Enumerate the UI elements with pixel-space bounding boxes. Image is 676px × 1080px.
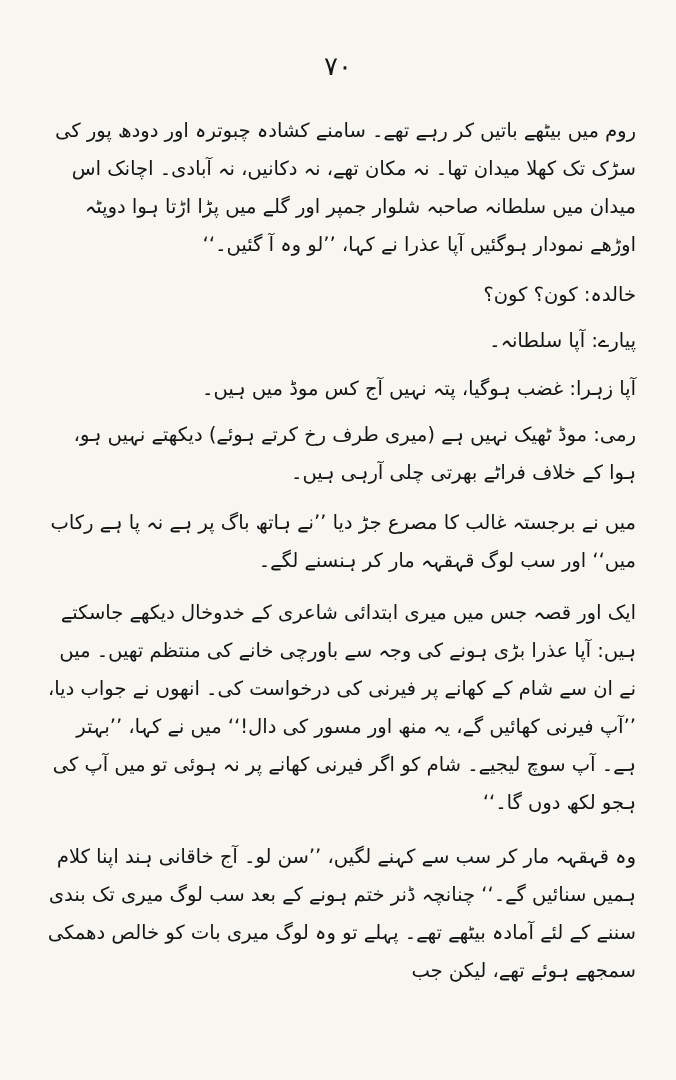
dialogue-khalida: خالدہ: کون؟ کون؟ [483, 283, 636, 306]
paragraph-1: روم میں بیٹھے باتیں کر رہے تھے۔ سامنے کشادہ چبوترہ اور دودھ پور کی سڑک تک کھلا میدان تھا۔ نہ مکان تھے، نہ دکانیں، نہ آبادی۔ اچانک اس میدان میں سلطانہ صاحبہ شلوار جمپر اور گلے میں پڑا اڑتا ہوا دوپٹہ اوڑھے نمودار ہوگئیں آپا عذرا نے کہا، ’’لو وہ آ گئیں۔‘‘ [55, 119, 636, 256]
dialogue-apa-zahra: آپا زہرا: غضب ہوگیا، پتہ نہیں آج کس موڈ میں ہیں۔ [202, 377, 636, 400]
page-text [44, 112, 636, 990]
paragraph-khaqani: وہ قہقہہ مار کر سب سے کہنے لگیں، ’’سن لو۔ آج خاقانی ہند اپنا کلام ہمیں سنائیں گے۔‘‘ چنانچہ ڈنر ختم ہونے کے بعد سب لوگ میری تک بندی سننے کے لئے آمادہ بیٹھے تھے۔ پہلے تو وہ لوگ میری بات کو خالص دھمکی سمجھے ہوئے تھے، لیکن جب [47, 845, 636, 982]
dialogue-rummi: رمی: موڈ ٹھیک نہیں ہے (میری طرف رخ کرتے ہوئے) دیکھتے نہیں ہو، ہوا کے خلاف فراٹے بھرتی چلی آرہی ہیں۔ [73, 423, 636, 484]
page-number: ۷۰ [324, 52, 352, 82]
paragraph-ghalib: میں نے برجستہ غالب کا مصرع جڑ دیا ’’نے ہاتھ باگ پر ہے نہ پا ہے رکاب میں‘‘ اور سب لوگ قہقہہ مار کر ہنسنے لگے۔ [50, 511, 636, 572]
paragraph-firni-story: ایک اور قصہ جس میں میری ابتدائی شاعری کے خدوخال دیکھے جاسکتے ہیں: آپا عذرا بڑی ہونے کی وجہ سے باورچی خانے کی منتظم تھیں۔ میں نے ان سے شام کے کھانے پر فیرنی کی درخواست کی۔ انھوں نے جواب دیا، ’’آپ فیرنی کھائیں گے، یہ منھ اور مسور کی دال!‘‘ میں نے کہا، ’’بہتر ہے۔ آپ سوچ لیجیے۔ شام کو اگر فیرنی کھانے پر نہ ہوئی تو میں آپ کی ہجو لکھ دوں گا۔‘‘ [47, 601, 636, 814]
dialogue-pyare: پیارے: آپا سلطانہ۔ [489, 329, 636, 352]
